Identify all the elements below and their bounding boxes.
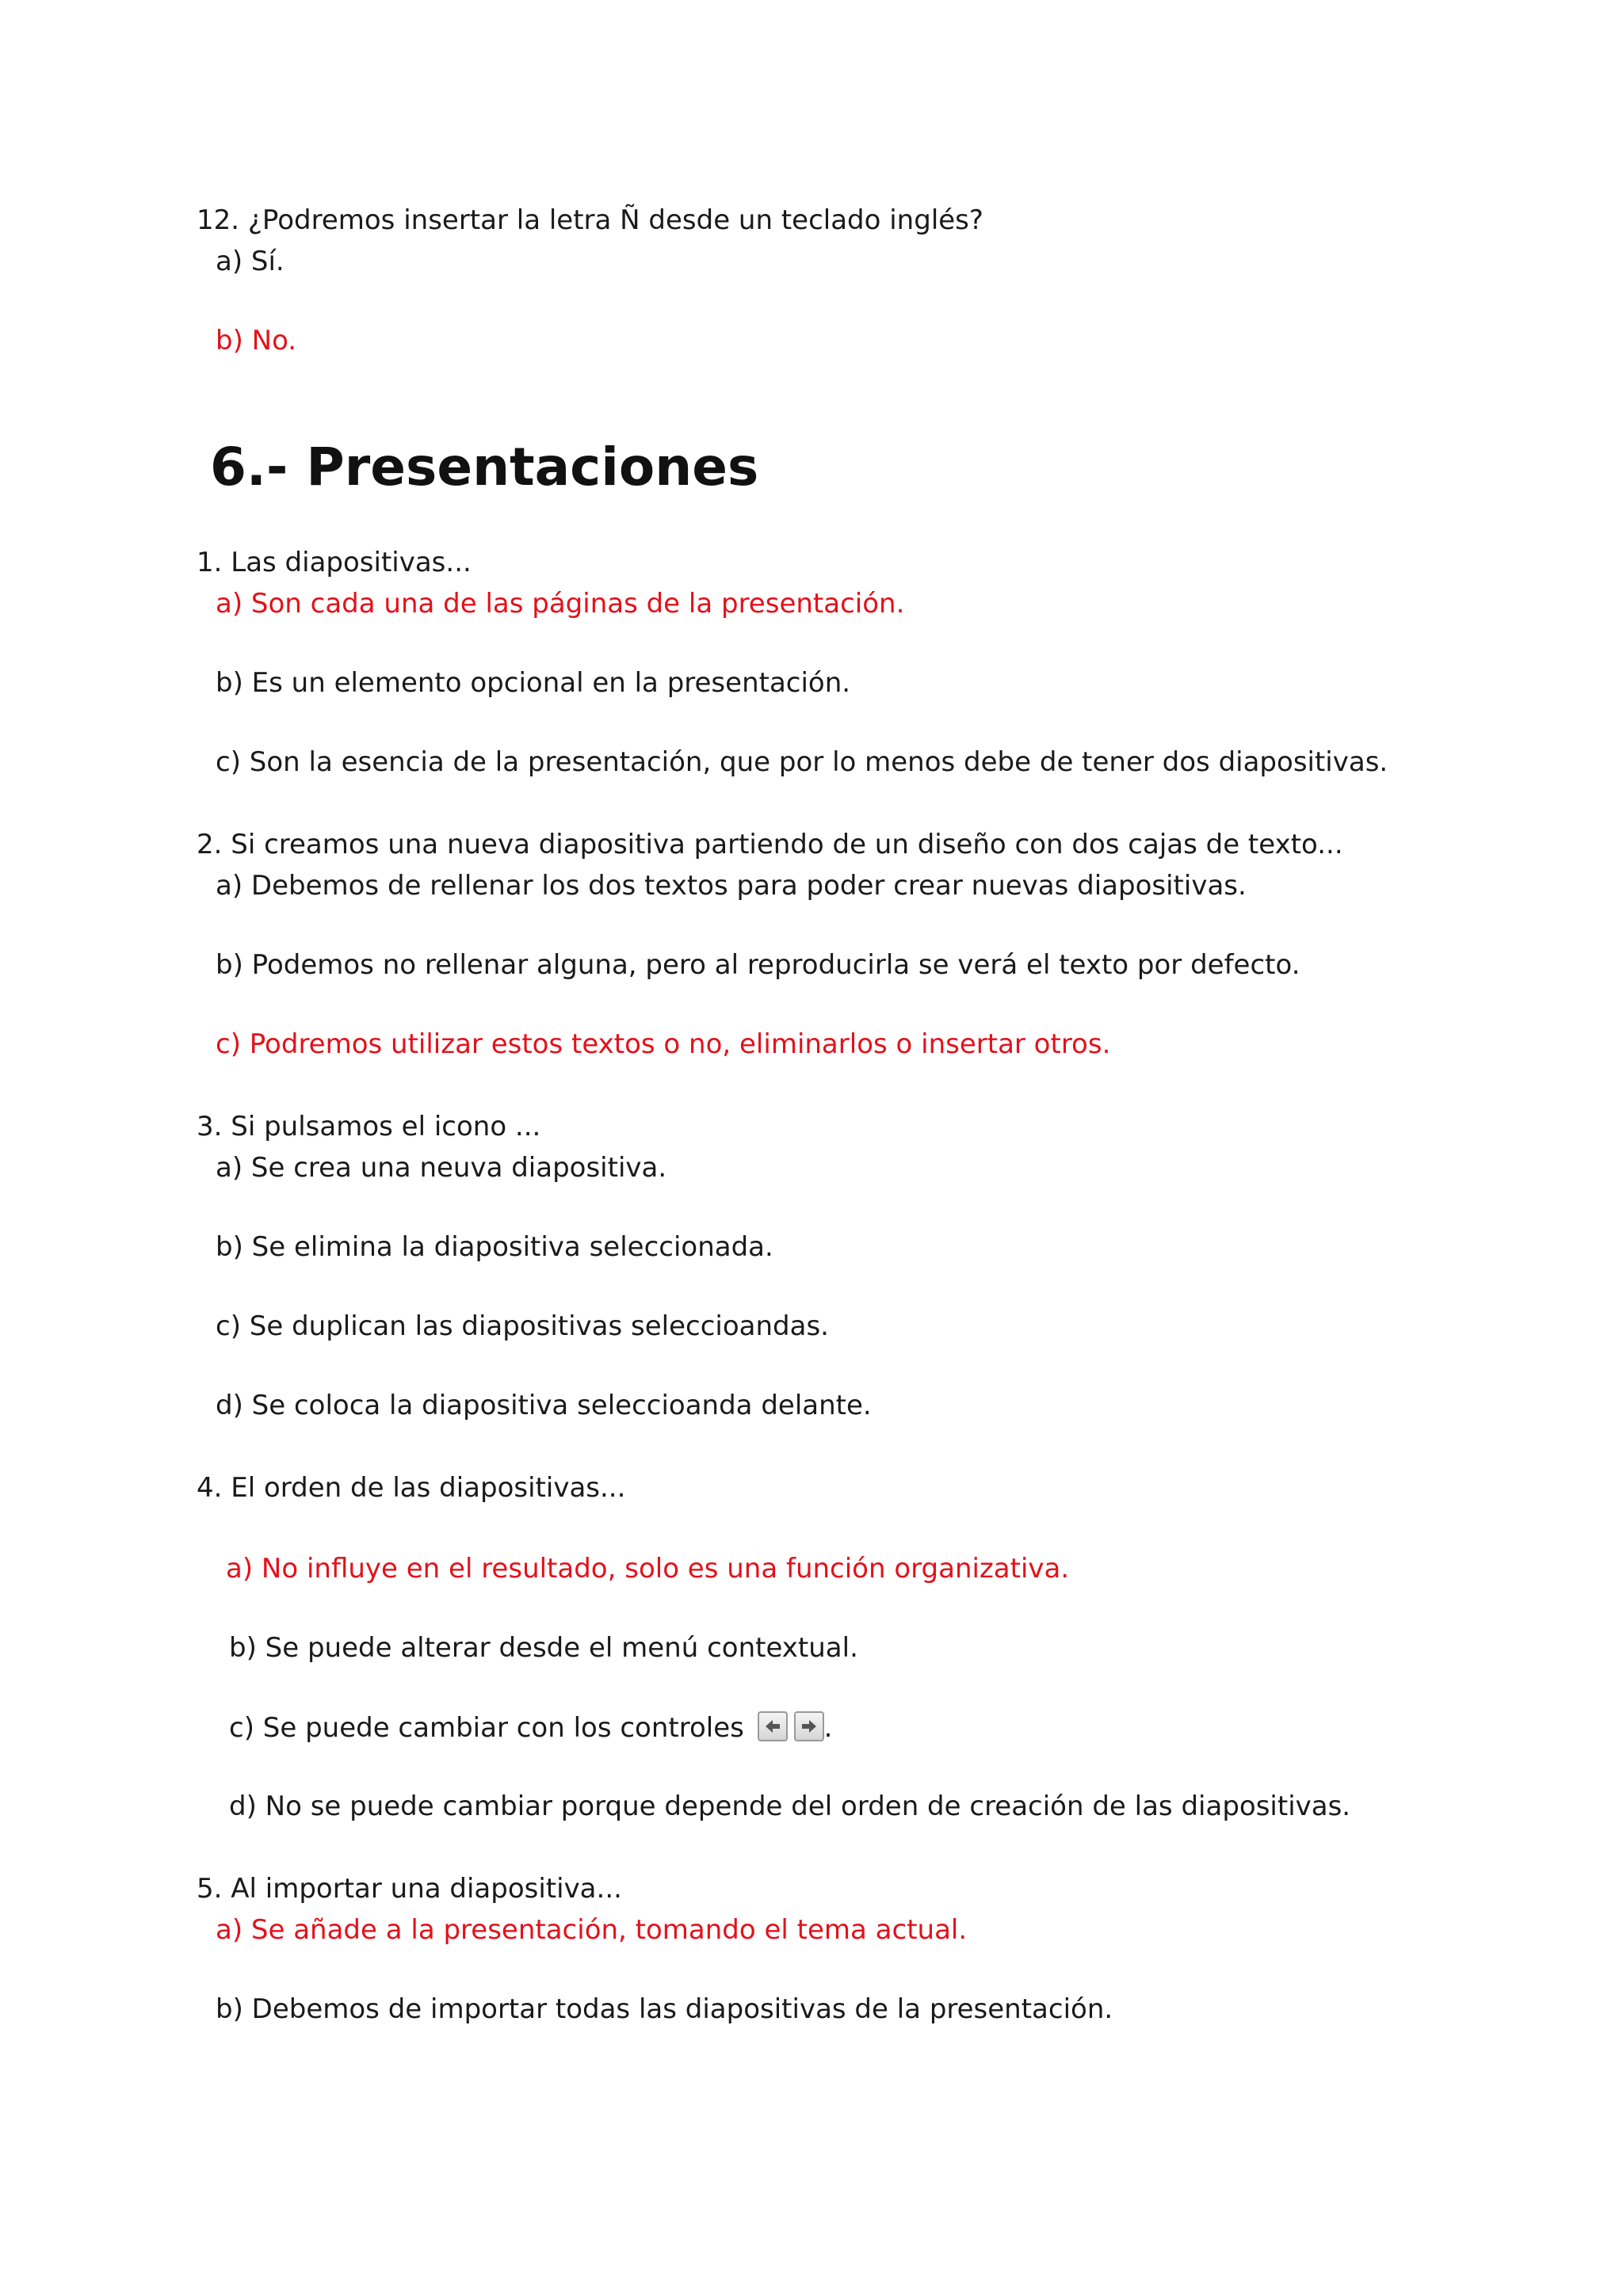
section-title: 6.- Presentaciones xyxy=(210,437,759,498)
q3-option-c: c) Se duplican las diapositivas seleccioandas. xyxy=(216,1310,829,1342)
question-12: 12. ¿Podremos insertar la letra Ñ desde un teclado inglés? xyxy=(197,204,983,236)
q4-option-c-text: c) Se puede cambiar con los controles xyxy=(229,1712,744,1744)
q1-option-a-correct: a) Son cada una de las páginas de la presentación. xyxy=(216,588,905,620)
q12-option-a: a) Sí. xyxy=(216,246,285,277)
q2-option-a: a) Debemos de rellenar los dos textos para poder crear nuevas diapositivas. xyxy=(216,870,1247,902)
q1-option-c: c) Son la esencia de la presentación, que por lo menos debe de tener dos diapositivas. xyxy=(216,746,1388,778)
q3-option-d: d) Se coloca la diapositiva seleccioanda delante. xyxy=(216,1390,872,1421)
q4-option-c xyxy=(229,1711,832,1744)
q1-option-b: b) Es un elemento opcional en la presentación. xyxy=(216,667,851,699)
q2-option-b: b) Podemos no rellenar alguna, pero al reproducirla se verá el texto por defecto. xyxy=(216,949,1300,981)
question-3: 3. Si pulsamos el icono ... xyxy=(197,1111,541,1142)
q4-option-a-correct: a) No influye en el resultado, solo es una función organizativa. xyxy=(226,1553,1070,1585)
question-2: 2. Si creamos una nueva diapositiva partiendo de un diseño con dos cajas de texto... xyxy=(197,829,1343,860)
q5-option-a-correct: a) Se añade a la presentación, tomando el tema actual. xyxy=(216,1914,968,1946)
q4-option-d: d) No se puede cambiar porque depende del orden de creación de las diapositivas. xyxy=(229,1791,1351,1822)
q4-option-b: b) Se puede alterar desde el menú contextual. xyxy=(229,1632,858,1664)
arrow-right-icon xyxy=(794,1711,824,1741)
q4-option-c-suffix: . xyxy=(823,1712,833,1744)
question-5: 5. Al importar una diapositiva... xyxy=(197,1873,622,1905)
question-4: 4. El orden de las diapositivas... xyxy=(197,1472,626,1504)
q3-option-b: b) Se elimina la diapositiva seleccionada. xyxy=(216,1231,773,1263)
q5-option-b: b) Debemos de importar todas las diapositivas de la presentación. xyxy=(216,1993,1113,2025)
q3-option-a: a) Se crea una neuva diapositiva. xyxy=(216,1152,667,1184)
q2-option-c-correct: c) Podremos utilizar estos textos o no, eliminarlos o insertar otros. xyxy=(216,1028,1111,1060)
question-1: 1. Las diapositivas... xyxy=(197,547,472,578)
q12-option-b-correct: b) No. xyxy=(216,325,297,357)
arrow-left-icon xyxy=(758,1711,788,1741)
